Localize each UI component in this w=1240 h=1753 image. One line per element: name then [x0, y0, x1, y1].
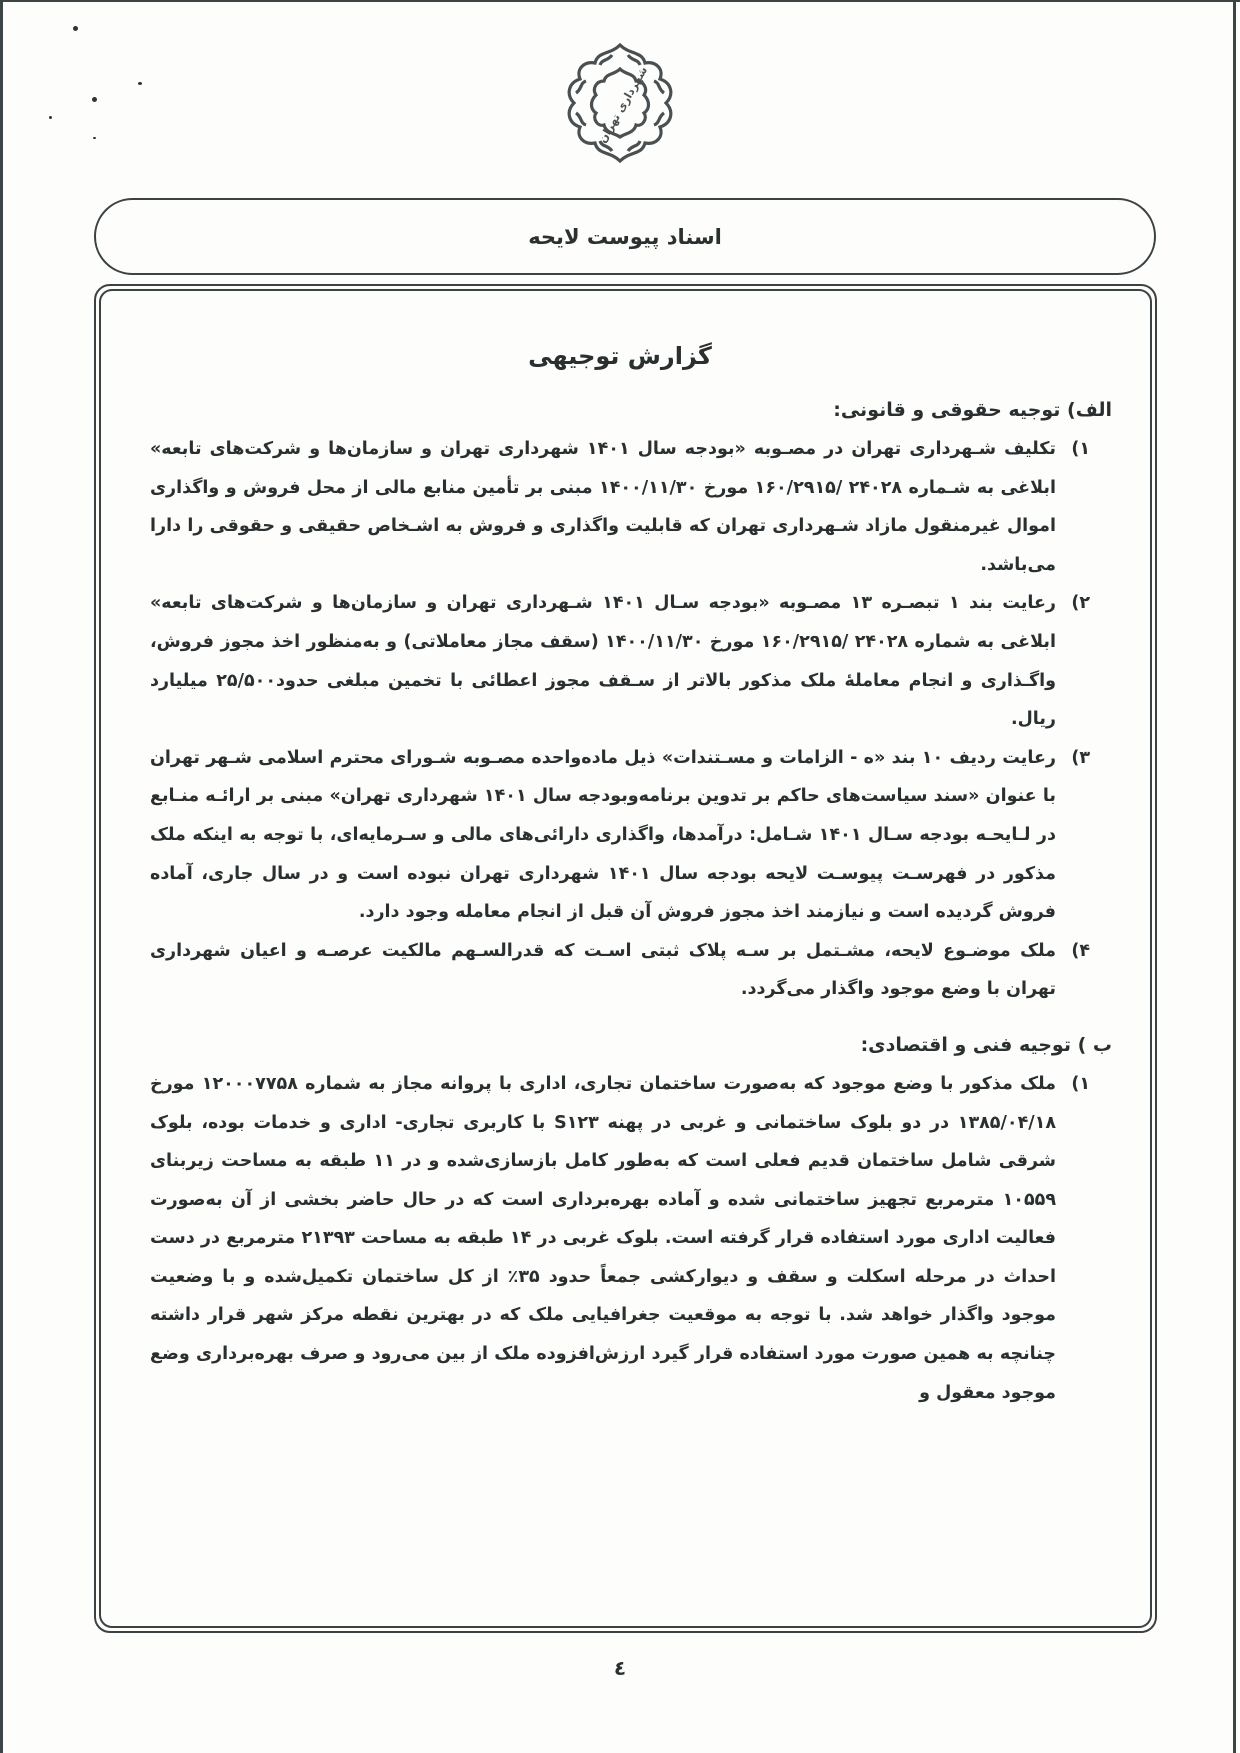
scan-speck: [92, 97, 97, 102]
list-item: [150, 584, 1090, 738]
attachment-title-box: [94, 198, 1156, 275]
item-text: ملک موضـوع لایحه، مشـتمل بر سـه پلاک ثبتی اسـت که قدرالسـهم مالکیت عرصـه و اعیان شهرداری تهران با وضع موجود واگذار می‌گردد.: [150, 940, 1056, 1000]
scan-edge-right: [1233, 0, 1236, 1753]
scan-edge-top: [0, 0, 1240, 2]
list-item: [150, 739, 1090, 932]
section-heading-legal: الف) توجیه حقوقی و قانونی:: [833, 399, 1112, 421]
scan-speck: [138, 82, 142, 85]
report-title: گزارش توجیهی: [528, 342, 712, 370]
item-number: ۱): [1071, 1073, 1090, 1094]
item-number: ۲): [1071, 593, 1090, 614]
page-number: ٤: [613, 1656, 627, 1680]
scan-speck: [73, 26, 78, 31]
scan-edge-left: [0, 0, 3, 1753]
item-text: تکلیف شـهرداری تهران در مصـوبه «بودجه سال ۱۴۰۱ شهرداری تهران و سازمان‌ها و شرکت‌های تابعه» ابلاغی به شـماره ۲۴۰۲۸ /۱۶۰/۲۹۱۵ مورخ ۱۴۰۰/۱۱/۳۰ مبنی بر تأمین منابع مالی از محل فروش و واگذاری اموال غیرمنقول مازاد شـهرداری تهران که قابلیت واگذاری و فروش به اشـخاص حقیقی و حقوقی را دارا می‌باشد.: [150, 439, 1057, 575]
item-number: ۴): [1071, 940, 1090, 961]
section-spacer: [150, 1009, 1090, 1025]
scan-speck: [93, 137, 96, 139]
tehran-municipality-logo: [552, 38, 688, 168]
attachment-title: اسناد پیوست لایحه: [528, 224, 722, 249]
star-emblem-icon: [552, 38, 688, 168]
list-item: [150, 932, 1090, 1009]
section-heading-technical: ب ) توجیه فنی و اقتصادی:: [860, 1033, 1112, 1056]
list-item: [150, 1065, 1090, 1412]
scan-speck: [49, 116, 52, 119]
list-item: [150, 430, 1090, 584]
item-text: رعایت ردیف ۱۰ بند «ه - الزامات و مسـتندات» ذیل ماده‌واحده مصـوبه شـورای محترم اسلامی شـهر تهران با عنوان «سند سیاست‌های حاکم بر تدوین برنامه‌وبودجه سال ۱۴۰۱ شهرداری تهران» مبنی بر ارائـه منـابع در لـایحـه بودجه سـال ۱۴۰۱ شـامل: درآمدها، واگذاری دارائی‌های مالی و سـرمایه‌ای، با توجه به اینکه ملک مذکور در فهرسـت پیوسـت لایحه بودجه سال ۱۴۰۱ شهرداری تهران نبوده است و در سال جاری، آماده فروش گردیده است و نیازمند اخذ مجوز فروش آن قبل از انجام معامله وجود دارد.: [150, 747, 1056, 923]
item-number: ۱): [1071, 439, 1090, 459]
item-number: ۳): [1071, 747, 1090, 768]
item-text: رعایت بند ۱ تبصـره ۱۳ مصـوبه «بودجه سـال ۱۴۰۱ شـهرداری تهران و سازمان‌ها و شرکت‌های تابعه» ابلاغی به شماره ۲۴۰۲۸ /۱۶۰/۲۹۱۵ مورخ ۱۴۰۰/۱۱/۳۰ (سقف مجاز معاملاتی) و به‌منظور اخذ مجوز فروش، واگـذاری و انجام معاملهٔ ملک مذکور بالاتر از سـقف مجوز اعطائی با تخمین مبلغی حدود۲۵/۵۰۰ میلیارد ریال.: [150, 593, 1057, 730]
logo-calligraphy: شهرداری تهران: [595, 64, 651, 146]
report-body: [150, 330, 1112, 1412]
item-text: ملک مذکور با وضع موجود که به‌صورت ساختمان تجاری، اداری با پروانه مجاز به شماره ۱۲۰۰۰۷۷۵۸ مورخ ۱۳۸۵/۰۴/۱۸ در دو بلوک ساختمانی و غربی در پهنه S۱۲۳ با کاربری تجاری- اداری و خدمات بوده، بلوک شرقی شامل ساختمان قدیم فعلی است که به‌طور کامل بازسازی‌شده و در ۱۱ طبقه به مساحت زیربنای ۱۰۵۵۹ مترمربع تجهیز ساختمانی شده و آماده بهره‌برداری است که در حال حاضر بخشی از آن به‌صورت فعالیت اداری مورد استفاده قرار گرفته است. بلوک غربی در ۱۴ طبقه به مساحت ۲۱۳۹۳ مترمربع در دست احداث در مرحله اسکلت و سقف و دیوارکشی جمعاً حدود ۳۵٪ از کل ساختمان تکمیل‌شده و با وضعیت موجود واگذار خواهد شد. با توجه به موقعیت جغرافیایی ملک که در بهترین نقطه مرکز شهر قرار داشته چنانچه به همین صورت مورد استفاده قرار گیرد ارزش‌افزوده ملک از بین می‌رود و صرف بهره‌برداری وضع موجود معقول و: [150, 1073, 1056, 1403]
